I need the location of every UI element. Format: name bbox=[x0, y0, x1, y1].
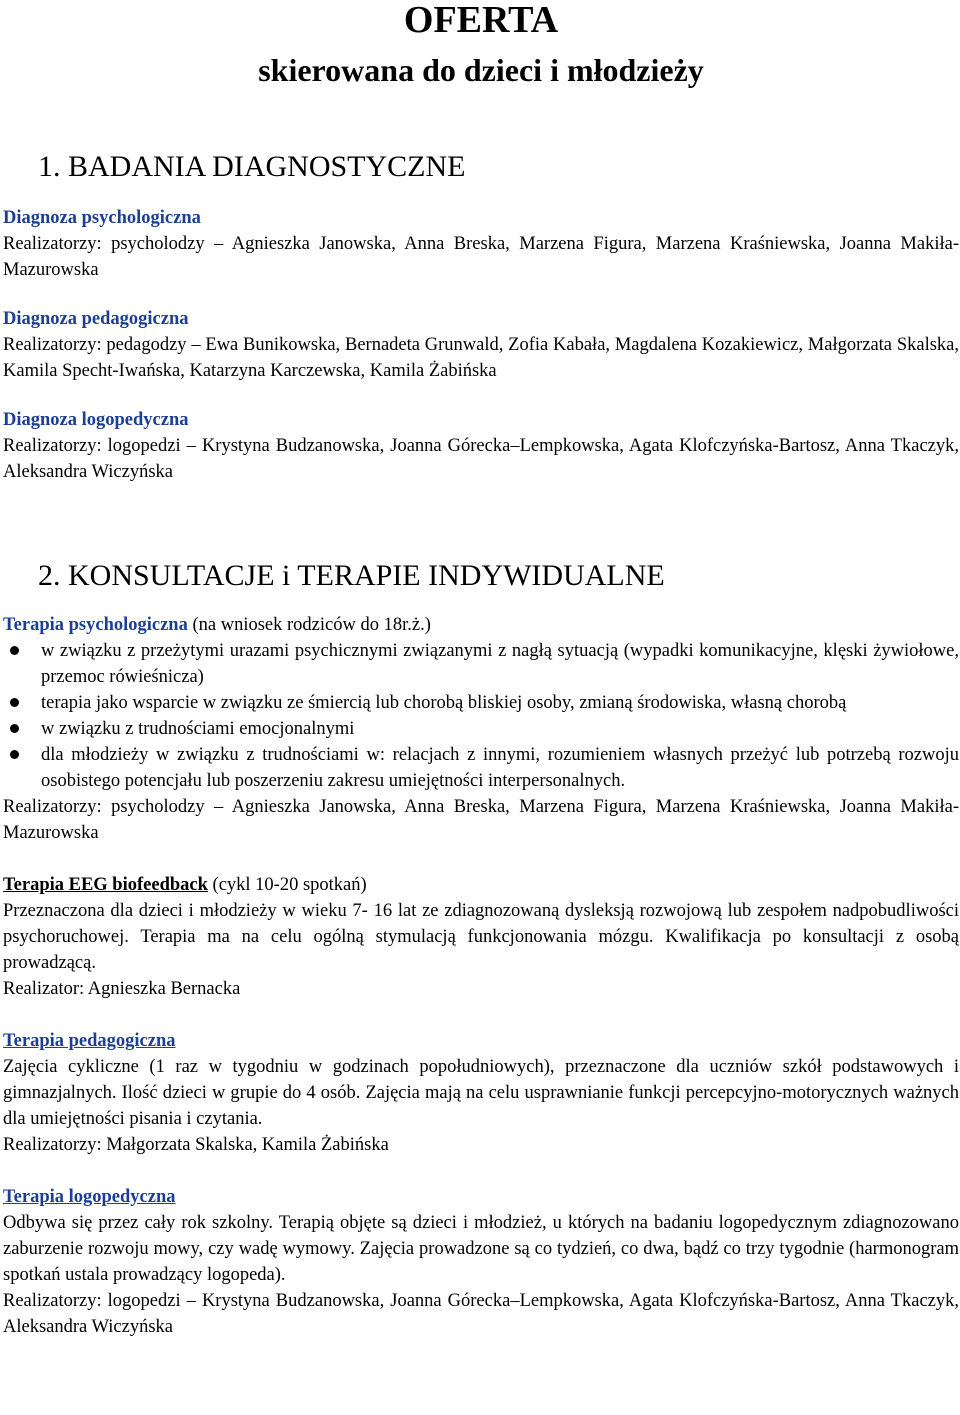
block-diagnoza-psychologiczna bbox=[3, 205, 959, 283]
realizers-text: Realizatorzy: psycholodzy – Agnieszka Janowska, Anna Breska, Marzena Figura, Marzena Kraśniewska, Joanna Makiła-Mazurowska bbox=[3, 797, 959, 843]
block-title: Diagnoza logopedyczna bbox=[3, 410, 189, 430]
realizers-text: Realizator: Agnieszka Bernacka bbox=[3, 979, 241, 999]
block-heading-line bbox=[3, 872, 959, 898]
block-diagnoza-pedagogiczna bbox=[3, 306, 959, 384]
list-item: terapia jako wsparcie w związku ze śmiercią lub chorobą bliskiej osoby, zmianą środowiska, własną chorobą bbox=[41, 690, 959, 716]
block-title: Terapia logopedyczna bbox=[3, 1187, 176, 1207]
document-title: OFERTA bbox=[403, 0, 559, 41]
block-note: (cykl 10-20 spotkań) bbox=[207, 875, 367, 895]
block-heading-line bbox=[3, 1184, 959, 1210]
list-item: dla młodzieży w związku z trudnościami w: relacjach z innymi, rozumieniem własnych przeżyć lub potrzebą rozwoju osobistego potencjału lub poszerzeniu zakresu umiejętności interpersonalnych. bbox=[41, 742, 959, 794]
document-page bbox=[3, 0, 959, 1340]
block-note: (na wniosek rodziców do 18r.ż.) bbox=[187, 615, 431, 635]
realizers-text: Realizatorzy: psycholodzy – Agnieszka Janowska, Anna Breska, Marzena Figura, Marzena Kraśniewska, Joanna Makiła-Mazurowska bbox=[3, 234, 959, 280]
block-description: Przeznaczona dla dzieci i młodzieży w wieku 7- 16 lat ze zdiagnozowaną dysleksją rozwojową lub zespołem nadpobudliwości psychoruchowej. Terapia ma na celu ogólną stymulacją funkcjonowania mózgu. Kwalifikacja po konsultacji z osobą prowadzącą. bbox=[3, 901, 959, 973]
block-diagnoza-logopedyczna bbox=[3, 407, 959, 485]
document-subtitle: skierowana do dzieci i młodzieży bbox=[258, 52, 704, 88]
block-description: Zajęcia cykliczne (1 raz w tygodniu w godzinach popołudniowych), przeznaczone dla uczniów szkół podstawowych i gimnazjalnych. Ilość dzieci w grupie do 4 osób. Zajęcia mają na celu usprawnianie funkcji percepcyjno-motorycznych ważnych dla umiejętności pisania i czytania. bbox=[3, 1057, 959, 1129]
bullet-list bbox=[3, 638, 959, 794]
realizers-text: Realizatorzy: logopedzi – Krystyna Budzanowska, Joanna Górecka–Lempkowska, Agata Klofczyńska-Bartosz, Anna Tkaczyk, Aleksandra Wiczyńska bbox=[3, 1291, 959, 1337]
realizers-text: Realizatorzy: pedagodzy – Ewa Bunikowska, Bernadeta Grunwald, Zofia Kabała, Magdalena Kozakiewicz, Małgorzata Skalska, Kamila Specht-Iwańska, Katarzyna Karczewska, Kamila Żabińska bbox=[3, 335, 959, 381]
block-terapia-pedagogiczna bbox=[3, 1028, 959, 1158]
block-description: Odbywa się przez cały rok szkolny. Terapią objęte są dzieci i młodzież, u których na badaniu logopedycznym zdiagnozowano zaburzenie rozwoju mowy, czy wadę wymowy. Zajęcia prowadzone są co tydzień, co dwa, bądź co trzy tygodnie (harmonogram spotkań ustala prowadzący logopeda). bbox=[3, 1213, 959, 1285]
block-title: Diagnoza psychologiczna bbox=[3, 208, 201, 228]
block-title: Terapia psychologiczna bbox=[3, 615, 188, 635]
block-terapia-psychologiczna bbox=[3, 612, 959, 846]
realizers-text: Realizatorzy: logopedzi – Krystyna Budzanowska, Joanna Górecka–Lempkowska, Agata Klofczyńska-Bartosz, Anna Tkaczyk, Aleksandra Wiczyńska bbox=[3, 436, 959, 482]
block-title: Diagnoza pedagogiczna bbox=[3, 309, 189, 329]
realizers-text: Realizatorzy: Małgorzata Skalska, Kamila Żabińska bbox=[3, 1135, 389, 1155]
section-heading-diagnostics: 1. BADANIA DIAGNOSTYCZNE bbox=[38, 150, 466, 183]
block-heading-line bbox=[3, 612, 959, 638]
block-title: Terapia EEG biofeedback bbox=[3, 875, 208, 895]
list-item: w związku z przeżytymi urazami psychicznymi związanymi z nagłą sytuacją (wypadki komunikacyjne, klęski żywiołowe, przemoc rówieśnicza) bbox=[41, 638, 959, 690]
block-terapia-eeg bbox=[3, 872, 959, 1002]
list-item: w związku z trudnościami emocjonalnymi bbox=[41, 716, 959, 742]
section-heading-therapies: 2. KONSULTACJE i TERAPIE INDYWIDUALNE bbox=[38, 559, 665, 592]
block-title: Terapia pedagogiczna bbox=[3, 1031, 176, 1051]
block-heading-line bbox=[3, 1028, 959, 1054]
block-terapia-logopedyczna bbox=[3, 1184, 959, 1340]
